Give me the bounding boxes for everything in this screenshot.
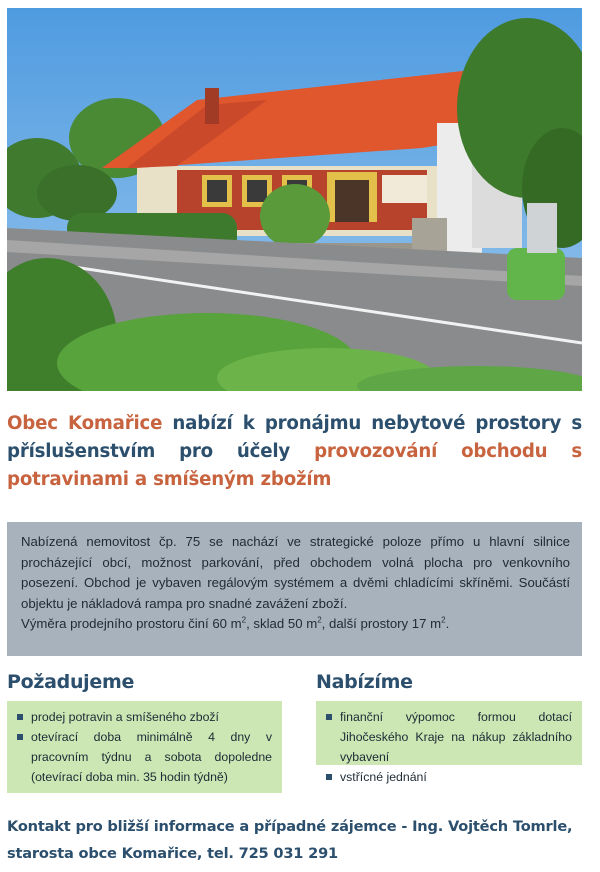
list-item: finanční výpomoc formou dotací Jihočeského Kraje na nákup základního vybavení [326, 707, 572, 767]
contact-info: Kontakt pro bližší informace a případné zájemce - Ing. Vojtěch Tomrle, starosta obce Komařice, tel. 725 031 291 [7, 818, 573, 862]
headline-purpose: provozování obchodu s potravinami a smíšeným zbožím [7, 441, 582, 490]
property-info-box [7, 522, 582, 656]
offers-box [316, 701, 582, 784]
property-area: Výměra prodejního prostoru činí 60 $m^2$, sklad 50 $m^2$, další prostory 17 $m^2$. [21, 615, 450, 631]
requirements-list [17, 707, 272, 787]
headline-village: Obec Komařice [7, 413, 163, 434]
headline-offer: nabízí k pronájmu nebytové prostory s příslušenstvím pro účely [7, 413, 582, 462]
property-description: Nabízená nemovitost čp. 75 se nachází ve strategické poloze přímo u hlavní silnice procházející obcí, možnost parkování, před obchodem volná plocha pro venkovního posezení. Obchod je vybaven regálovým systémem a dvěmi chladícími skříněmi. Součástí objektu je nákladová rampa pro snadné zavážení zboží. [21, 534, 570, 611]
list-item: otevírací doba minimálně 4 dny v pracovním týdnu a sobota dopoledne (otevírací doba min. 35 hodin týdně) [17, 727, 272, 787]
list-item: vstřícné jednání [326, 767, 572, 787]
requirements-box [7, 701, 282, 793]
square-bullet-icon [17, 714, 23, 720]
headline [7, 410, 582, 494]
square-bullet-icon [326, 774, 332, 780]
list-item: prodej potravin a smíšeného zboží [17, 707, 272, 727]
square-bullet-icon [326, 714, 332, 720]
requirements-title: Požadujeme [7, 671, 135, 693]
offers-title: Nabízíme [316, 671, 413, 693]
offers-list [326, 707, 572, 787]
shop-photo [7, 8, 582, 391]
square-bullet-icon [17, 734, 23, 740]
